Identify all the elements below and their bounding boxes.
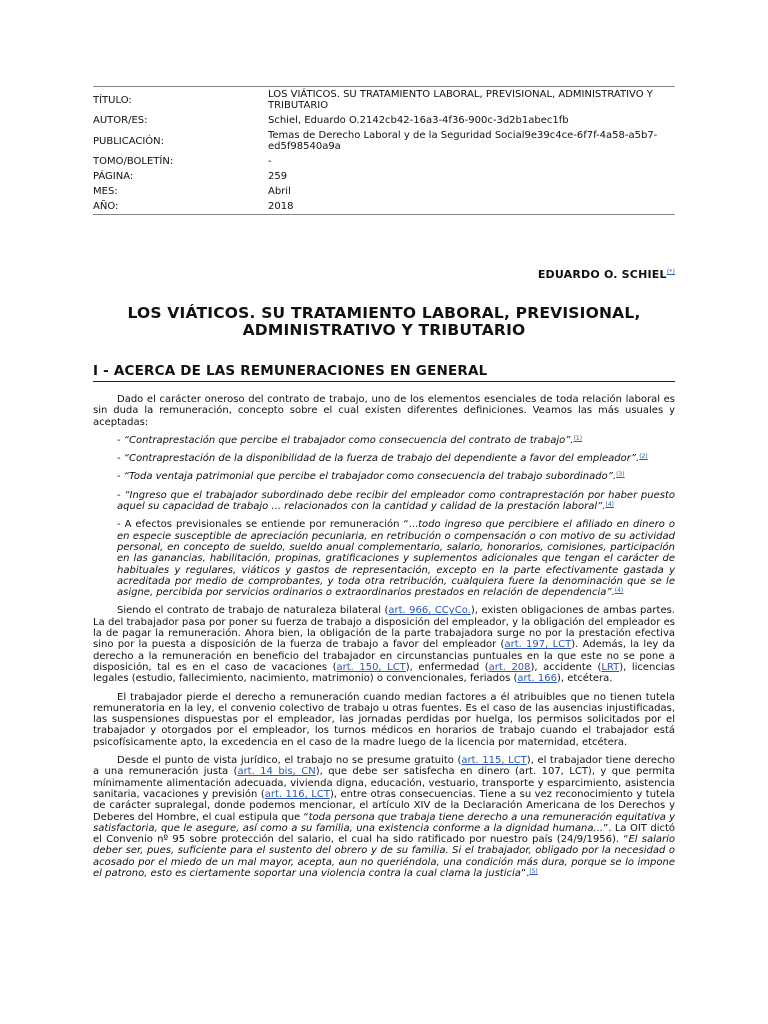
bullet-dash: - bbox=[117, 471, 124, 483]
quote-text: toda persona que trabaja tiene derecho a una remuneración equitativa y satisfactoria, que le asegure, así como a su familia, una existencia conforme a la dignidad humana... bbox=[93, 811, 675, 834]
meta-value: - bbox=[268, 156, 272, 167]
list-item bbox=[93, 471, 675, 482]
list-text: - A efectos previsionales se entiende por remuneración “... bbox=[117, 519, 419, 531]
meta-value: LOS VIÁTICOS. SU TRATAMIENTO LABORAL, PREVISIONAL, ADMINISTRATIVO Y TRIBUTARIO bbox=[268, 87, 675, 114]
law-link[interactable]: art. 197, LCT bbox=[504, 639, 572, 651]
meta-label: MES: bbox=[93, 186, 118, 197]
meta-label: AÑO: bbox=[93, 199, 268, 215]
text-run: Desde el punto de vista jurídico, el trabajo no se presume gratuito ( bbox=[117, 755, 462, 767]
bullet-dash: - bbox=[117, 453, 124, 465]
law-link[interactable]: art. 115, LCT bbox=[461, 755, 527, 767]
footnote-link[interactable]: (3) bbox=[616, 471, 625, 479]
section-heading: I - ACERCA DE LAS REMUNERACIONES EN GENERAL bbox=[93, 363, 675, 382]
text-run: ), accidente ( bbox=[530, 661, 602, 673]
list-item bbox=[93, 519, 675, 598]
text-run: ”. La OIT dictó el Convenio nº 95 sobre protección del salario, el cual ha sido ratificado por nuestro país (24/9/1956). “ bbox=[93, 822, 676, 846]
list-item bbox=[93, 435, 675, 446]
meta-row-autor bbox=[93, 113, 675, 128]
list-item bbox=[93, 453, 675, 464]
meta-row-publicacion bbox=[93, 128, 675, 154]
meta-value: 259 bbox=[268, 171, 288, 182]
text-run: ), enfermedad ( bbox=[405, 661, 489, 673]
meta-row-tomo bbox=[93, 154, 675, 169]
text-run: ), etcétera. bbox=[556, 673, 613, 685]
text-run: ), que debe ser satisfecha en dinero (art. 107, LCT), y que permita mínimamente alimentación adecuada, vivienda digna, educación, vestuario, transporte y esparcimiento, asistencia sanitaria, vacaciones y previsión ( bbox=[93, 766, 676, 800]
meta-row-titulo bbox=[93, 87, 675, 114]
text-run: ), entre otras consecuencias. Tiene a su vez reconocimiento y tutela de carácter supralegal, donde podemos mencionar, el artículo XIV de la Declaración Americana de los Derechos y Deberes del Hombre, el cual estipula que “ bbox=[93, 788, 676, 823]
law-link[interactable]: art. 208 bbox=[488, 661, 531, 673]
quote-text: “Contraprestación de la disponibilidad de la fuerza de trabajo del dependiente a favor del empleador”. bbox=[123, 453, 640, 465]
law-link[interactable]: art. 150, LCT bbox=[336, 661, 406, 673]
meta-row-mes bbox=[93, 184, 675, 199]
quote-text: El salario deber ser, pues, suficiente para el sustento del obrero y de su familia. Si el trabajador, obligado por la necesidad o acosado por el miedo de un mal mayor, acepta, aun no queriéndola, una condición más dura, porque se lo impone el patrono, esto es ciertamente soportar una violencia contra la cual clama la justicia bbox=[93, 834, 675, 879]
meta-row-anio bbox=[93, 199, 675, 215]
footnote-link[interactable]: (2) bbox=[639, 453, 648, 461]
meta-row-pagina bbox=[93, 169, 675, 184]
bullet-dash: - bbox=[117, 434, 124, 446]
text-run: ), licencias legales (estudio, fallecimiento, nacimiento, matrimonio) o convencionales, feriados ( bbox=[93, 661, 675, 685]
meta-label: TÍTULO: bbox=[93, 87, 268, 114]
meta-value: Abril bbox=[268, 186, 291, 197]
meta-label: PÁGINA: bbox=[93, 171, 134, 182]
meta-value: 2018 bbox=[268, 199, 675, 215]
metadata-table bbox=[93, 86, 675, 215]
meta-label: AUTOR/ES: bbox=[93, 115, 148, 126]
bullet-dash: - bbox=[117, 489, 125, 501]
paragraph bbox=[93, 755, 675, 879]
text-run: ), el trabajador tiene derecho a una remuneración justa ( bbox=[93, 755, 676, 778]
text-run: ). Además, la ley da derecho a la remuneración en beneficio del trabajador en circunstancias puntuales en la que este no se pone a disposición, tal es en el caso de vacaciones ( bbox=[93, 639, 675, 673]
document-title: LOS VIÁTICOS. SU TRATAMIENTO LABORAL, PREVISIONAL, ADMINISTRATIVO Y TRIBUTARIO bbox=[127, 304, 641, 339]
author-name bbox=[538, 268, 675, 281]
footnote-link[interactable]: (4) bbox=[605, 501, 614, 509]
meta-label: TOMO/BOLETÍN: bbox=[93, 156, 174, 167]
list-item bbox=[93, 490, 675, 513]
text-run: Siendo el contrato de trabajo de naturaleza bilateral ( bbox=[117, 605, 389, 617]
meta-value: Temas de Derecho Laboral y de la Seguridad Social9e39c4ce-6f7f-4a58-a5b7-ed5f98540a9a bbox=[268, 130, 658, 152]
text-run: ), existen obligaciones de ambas partes. La del trabajador pasa por poner su fuerza de trabajo a disposición del empleador, y la obligación del empleador es la de pagar la remuneración. Ahora bien, la obligación de la parte trabajadora surge no por la prestación efectiva sino por la puesta a disposición de la fuerza de trabajo a favor del empleador ( bbox=[93, 605, 675, 651]
law-link[interactable]: art. 166 bbox=[517, 673, 557, 685]
meta-label: PUBLICACIÓN: bbox=[93, 135, 165, 147]
law-link[interactable]: LRT bbox=[601, 661, 620, 673]
text-run: ”. bbox=[520, 867, 530, 879]
footnote-link[interactable]: (5) bbox=[529, 867, 538, 875]
quote-text: “Ingreso que el trabajador subordinado debe recibir del empleador como contraprestación por haber puesto aquel su capacidad de trabajo ... relacionados con la cantidad y calidad de la prestación laboral”. bbox=[117, 489, 675, 513]
quote-text: “Toda ventaja patrimonial que percibe el trabajador como consecuencia del trabajo subordinado”. bbox=[123, 471, 617, 483]
footnote-link[interactable]: (1) bbox=[573, 434, 583, 442]
quote-text: todo ingreso que percibiere el afiliado en dinero o en especie susceptible de apreciación pecuniaria, en retribución o compensación o con motivo de su actividad personal, en concepto de sueldo, sueldo anual complementario, salario, honorarios, comisiones, participación en las ganancias, habilitación, propinas, gratificaciones y suplementos adicionales que tengan el carácter de habituales y regulares, viáticos y gastos de representación, excepto en la parte efectivamente gastada y acreditada por medio de comprobantes, y toda otra retribución, cualquiera fuere la denominación que se le asigne, percibida por servicios ordinarios o extraordinarios prestados en relación de dependencia”. bbox=[117, 519, 675, 599]
law-link[interactable]: art. 14 bis, CN bbox=[237, 766, 316, 778]
paragraph: Dado el carácter oneroso del contrato de trabajo, uno de los elementos esenciales de toda relación laboral es sin duda la remuneración, concepto sobre el cual existen diferentes definiciones. Veamos las más usuales y aceptadas: bbox=[93, 394, 675, 428]
paragraph: El trabajador pierde el derecho a remuneración cuando median factores a él atribuibles que no tienen tutela remuneratoria en la ley, el convenio colectivo de trabajo u otras fuentes. Es el caso de las ausencias injustificadas, las suspensiones dispuestas por el empleador, las jornadas perdidas por huelga, los permisos solicitados por el trabajador y otorgados por el empleador, los turnos médicos en horarios de trabajo cuando el trabajador está psicofísicamente apto, la excedencia en el caso de la madre luego de la licencia por maternidad, etcétera. bbox=[93, 691, 675, 748]
meta-value: Schiel, Eduardo O.2142cb42-16a3-4f36-900c-3d2b1abec1fb bbox=[268, 115, 569, 126]
paragraph bbox=[93, 605, 675, 684]
quote-text: “Contraprestación que percibe el trabajador como consecuencia del contrato de trabajo”. bbox=[123, 434, 574, 446]
footnote-link[interactable]: (4) bbox=[614, 587, 624, 595]
document-body bbox=[93, 394, 675, 886]
law-link[interactable]: art. 966, CCyCo. bbox=[388, 605, 471, 617]
author-footnote-link[interactable]: (*) bbox=[666, 268, 675, 276]
law-link[interactable]: art. 116, LCT bbox=[264, 788, 330, 800]
author-text: EDUARDO O. SCHIEL bbox=[537, 268, 667, 281]
